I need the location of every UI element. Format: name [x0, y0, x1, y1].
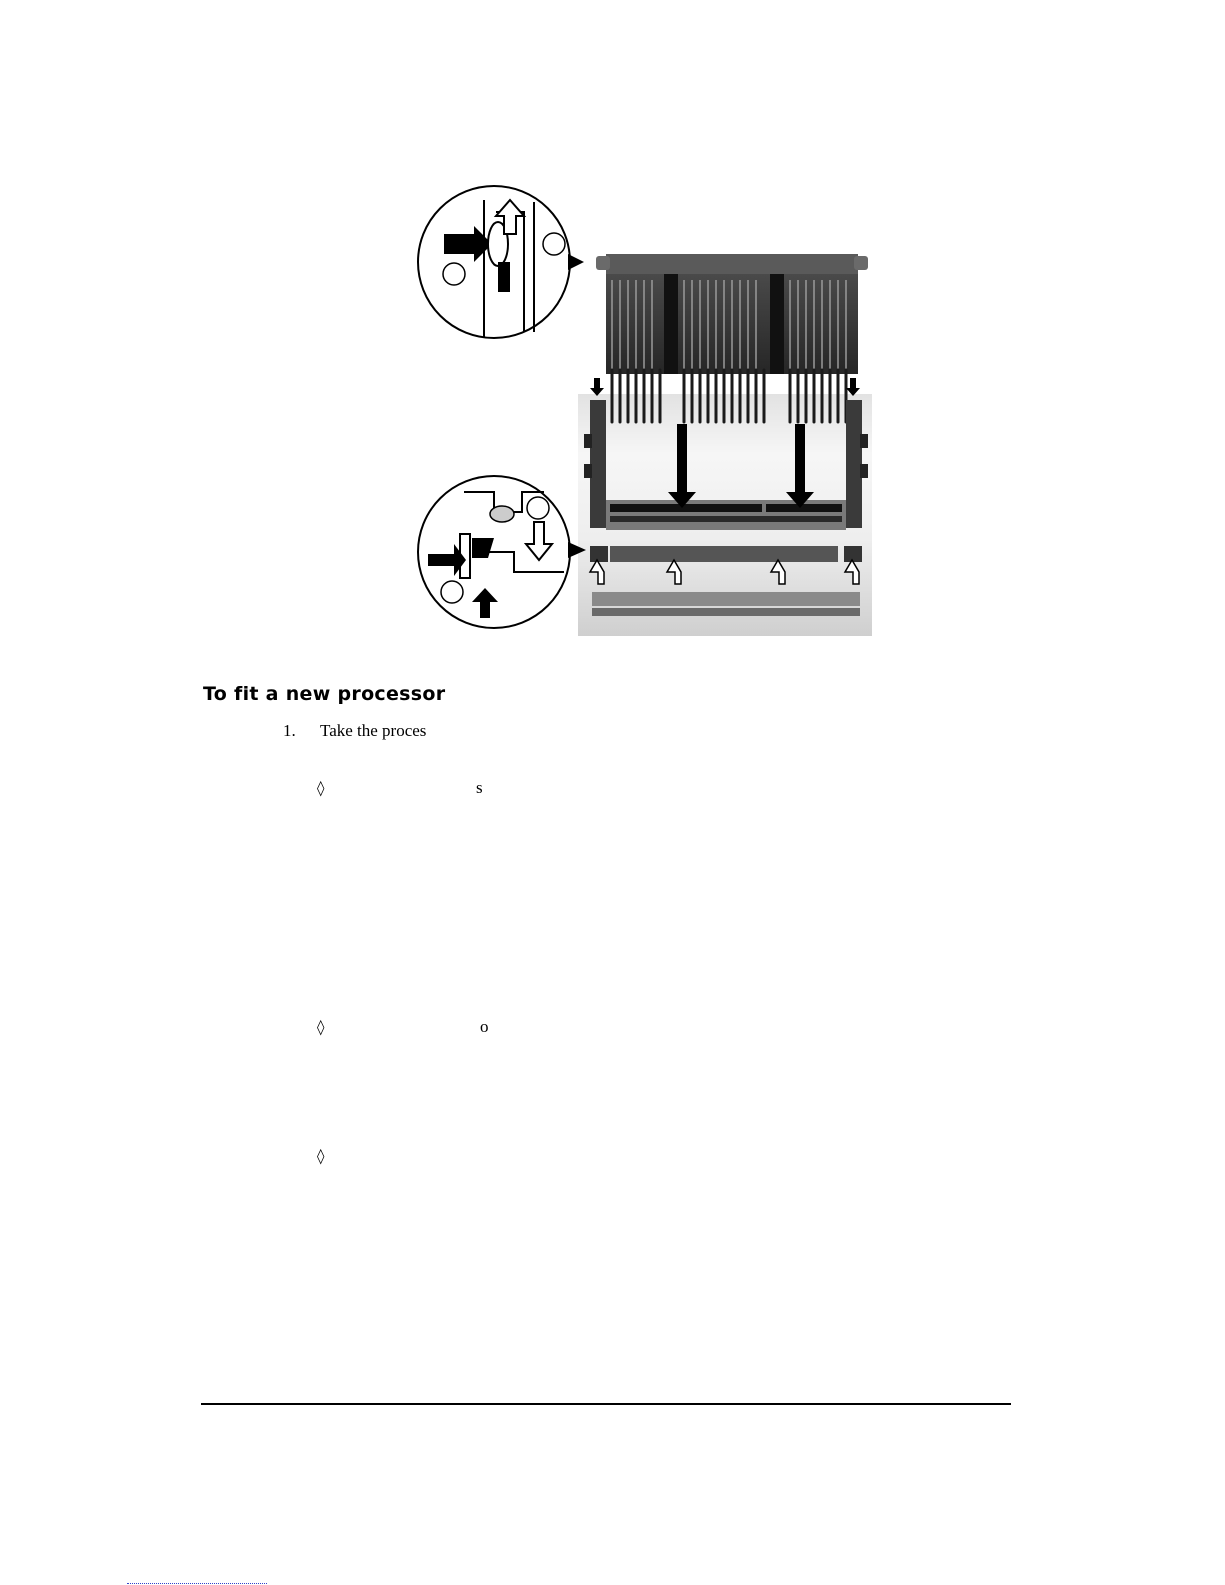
detail-callout-bottom — [418, 476, 586, 628]
bullet-symbol: ◊ — [317, 1018, 325, 1036]
processor-installation-illustration — [414, 182, 876, 638]
bullet-symbol: ◊ — [317, 1147, 325, 1165]
bullet-text: o — [480, 1017, 489, 1036]
step-number: 1. — [283, 721, 296, 740]
section-heading: To fit a new processor — [203, 683, 446, 705]
footer-rule — [201, 1403, 1011, 1405]
page-link-underline[interactable] — [127, 1583, 267, 1584]
bullet-text: s — [476, 778, 483, 797]
detail-callout-top — [418, 186, 584, 338]
bullet-symbol: ◊ — [317, 779, 325, 797]
step-text: Take the proces — [320, 721, 427, 740]
